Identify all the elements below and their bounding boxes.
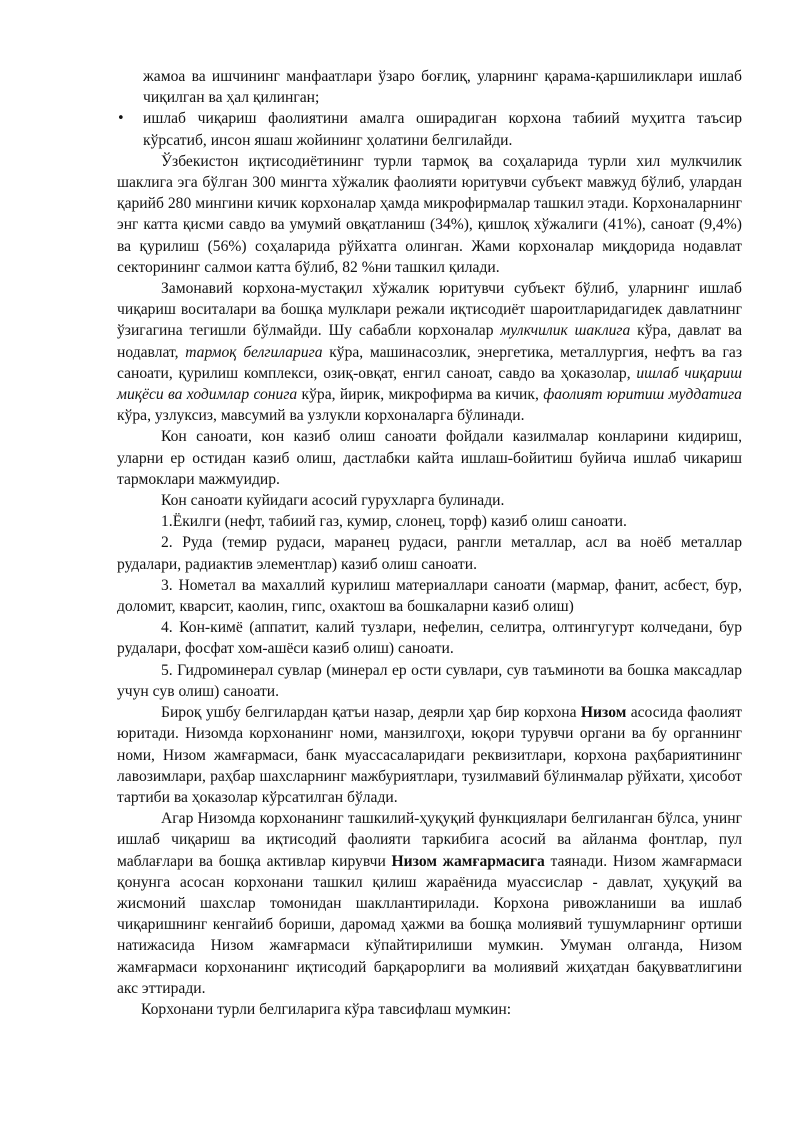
italic-term: тармоқ белгиларига — [185, 343, 323, 361]
bold-term: Низом жамғармасига — [391, 852, 545, 870]
italic-term: мулкчилик шаклига — [500, 322, 631, 340]
list-item-fuel: 1.Ёкилги (нефт, табиий газ, кумир, слонец, торф) казиб олиш саноати. — [161, 513, 627, 531]
italic-term: фаолият юритиш муддатига — [543, 386, 742, 404]
text-run: Бироқ ушбу белгилардан қатъи назар, деярли ҳар бир корхона — [161, 704, 581, 722]
text-run: кўра, узлуксиз, мавсумий ва узлукли корхоналарга бўлинади. — [117, 407, 525, 425]
text-run: кўра, машинасозлик, энергетика, металлургия, нефтъ ва газ саноати, қурилиш комплекси, озиқ-овқат, енгил саноат, савдо ва ҳоказолар, — [117, 343, 743, 382]
text-run: кўра, йирик, микрофирма ва кичик, — [297, 386, 544, 404]
bullet-item — [117, 108, 742, 150]
paragraph-enterprise-classification — [117, 278, 742, 426]
paragraph-closing: Корхонани турли белгиларига кўра тавсифлаш мумкин: — [141, 1000, 512, 1018]
list-item-nonmetal: 3. Нометал ва махаллий курилиш материаллари саноати (мармар, фанит, асбест, бур, доломит, кварсит, каолин, гипс, охактош ва бошкаларни казиб олиш) — [117, 576, 742, 616]
continuation-paragraph: жамоа ва ишчининг манфаатлари ўзаро боғлиқ, уларнинг қарама-қаршиликлари ишлаб чиқилган ва ҳал қилинган; — [143, 68, 742, 107]
text-run: кўра, давлат ва нодавлат, — [117, 322, 743, 361]
bullet-text: ишлаб чиқариш фаолиятини амалга оширадиган корхона табиий муҳитга таъсир кўрсатиб, инсон яшаш жойининг ҳолатини белгилайди. — [143, 110, 742, 149]
paragraph-enterprise-statistics: Ўзбекистон иқтисодиётининг турли тармоқ ва соҳаларида турли хил мулкчилик шаклига эга бўлган 300 мингта хўжалик фаолияти юритувчи субъект мавжуд бўлиб, улардан қарийб 280 мингини кичик корхоналар ҳамда микрофирмалар ташкил этади. Корхоналарнинг энг катта қисми савдо ва умумий овқатланиш (34%), қишлоқ хўжалиги (41%), саноат (9,4%) ва қурилиш (56%) соҳаларида рўйхатга олинган. Жами корхоналар миқдорида нодавлат секторининг салмои катта бўлиб, 82 %ни ташкил қилади. — [117, 152, 742, 276]
paragraph-charter-fund — [117, 808, 742, 999]
paragraph-mining-groups-intro: Кон саноати куйидаги асосий гурухларга булинади. — [161, 492, 505, 510]
document-page — [117, 66, 742, 1020]
bullet-icon: • — [117, 111, 125, 127]
bold-term: Низом — [580, 704, 627, 722]
italic-term: ишлаб чиқариш миқёси ва ходимлар сонига — [117, 364, 743, 404]
list-item-hydromineral: 5. Гидроминерал сувлар (минерал ер ости сувлари, сув таъминоти ва бошка максадлар учун сув олиш) саноати. — [117, 661, 742, 700]
text-run: Замонавий корхона-мустақил хўжалик юритувчи субъект бўлиб, уларнинг ишлаб чиқариш воситалари ва бошқа мулклари режали иқтисодиёт шароитларидагидек давлатнинг ўзигагина тегишли бўлмайди. Шу сабабли корхоналар — [117, 280, 742, 340]
paragraph-mining-industry: Кон саноати, кон казиб олиш саноати фойдали казилмалар конларини кидириш, уларни ер остидан казиб олиш, дастлабки кайта ишлаш-бойитиш буйича ишлаб чикариш тармоклари мажмуидир. — [117, 428, 742, 488]
text-run: таянади. Низом жамғармаси қонунга асосан корхонани ташкил қилиш жараёнида муассислар - давлат, ҳуқуқий ва жисмоний шахслар томонидан шакллантирилади. Корхона ривожланиши ва ишлаб чиқаришнинг кенгайиб бориши, даромад ҳажми ва бошқа молиявий тушумларнинг ортиши натижасида Низом жамғармаси кўпайтирилиши мумкин. Умуман олганда, Низом жамғармаси корхонанинг иқтисодий барқарорлиги ва молиявий жиҳатдан бақувватлигини акс эттиради. — [117, 852, 742, 997]
list-item-ore: 2. Руда (темир рудаси, маранец рудаси, рангли металлар, асл ва ноёб металлар рудалари, радиактив элементлар) казиб олиш саноати. — [117, 534, 742, 573]
paragraph-charter — [117, 702, 742, 808]
text-run: асосида фаолият юритади. Низомда корхонанинг номи, манзилгоҳи, юқори турувчи органи ва бу органнинг номи, Низом жамғармаси, банк муассасаларидаги реквизитлари, корхона раҳбариятининг лавозимлари, раҳбар шахсларнинг мажбуриятлари, тузилмавий бўлинмалар рўйхати, ҳисобот тартиби ва ҳоказолар кўрсатилган бўлади. — [117, 704, 742, 806]
list-item-mining-chemical: 4. Кон-кимё (аппатит, калий тузлари, нефелин, селитра, олтингугурт колчедани, бур рудалари, фосфат хом-ашёси казиб олиш) саноати. — [117, 619, 742, 658]
text-run: Агар Низомда корхонанинг ташкилий-ҳуқуқий функциялари белгиланган бўлса, унинг ишлаб чиқариш ва иқтисодий фаолияти таркибига асосий ва айланма фонтлар, пул маблағлари ва бошқа активлар кирувчи — [117, 810, 742, 870]
